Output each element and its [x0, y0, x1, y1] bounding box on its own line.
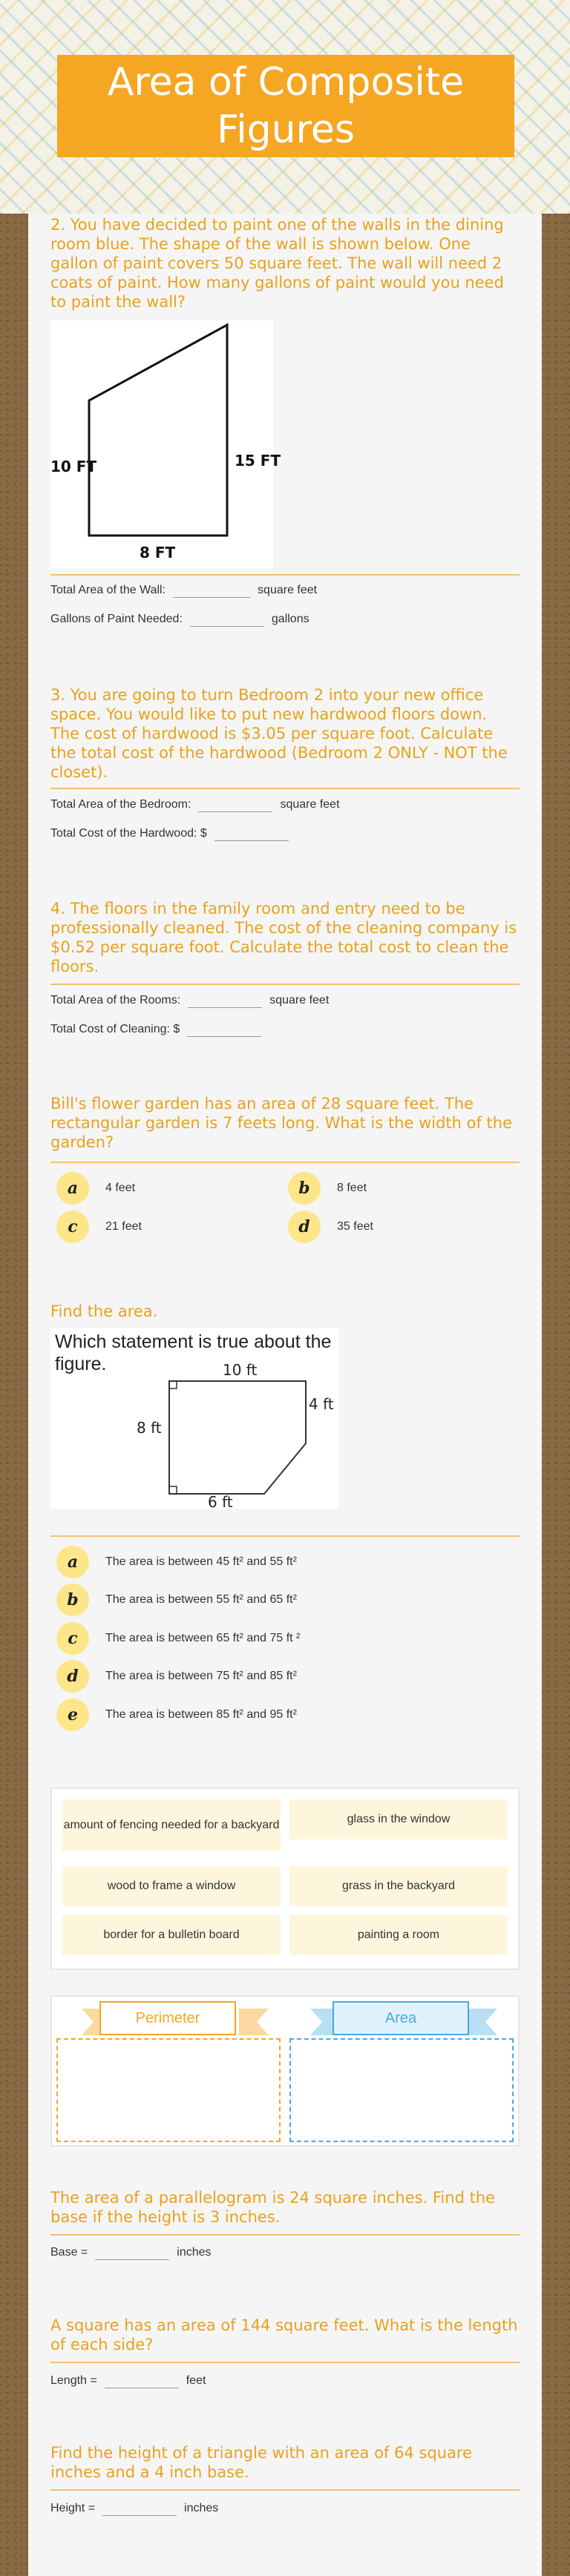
- wall-area-label: Total Area of the Wall:: [50, 584, 166, 596]
- wall-area-field: [50, 583, 317, 598]
- bedroom-area-field: [50, 797, 340, 812]
- option-text: The area is between 85 ft² and 95 ft²: [105, 1708, 297, 1721]
- hardwood-cost-input[interactable]: [214, 826, 289, 841]
- bedroom-area-input[interactable]: [198, 797, 272, 812]
- option-d[interactable]: [288, 1210, 373, 1243]
- option-badge: d: [288, 1210, 321, 1243]
- option-badge: b: [56, 1584, 89, 1616]
- wall-outline: [89, 325, 227, 536]
- divider: [50, 1162, 520, 1163]
- sort-card[interactable]: wood to frame a window: [62, 1866, 281, 1906]
- divider: [50, 984, 520, 985]
- length-unit: feet: [186, 2374, 206, 2387]
- option-badge: b: [288, 1172, 321, 1205]
- bedroom-area-label: Total Area of the Bedroom:: [50, 798, 191, 811]
- rooms-area-unit: square feet: [269, 994, 330, 1007]
- option-text: The area is between 45 ft² and 55 ft²: [105, 1555, 297, 1568]
- option-b[interactable]: [288, 1172, 367, 1205]
- question-9-text: Find the height of a triangle with an area of 64 square inches and a 4 inch base.: [50, 2444, 472, 2481]
- question-8-text: A square has an area of 144 square feet. What is the length of each side?: [50, 2316, 518, 2353]
- option-text: The area is between 65 ft² and 75 ft ²: [105, 1632, 301, 1644]
- sort-card[interactable]: grass in the backyard: [289, 1866, 508, 1906]
- option-badge: a: [56, 1546, 89, 1578]
- right-angle-mark: [169, 1486, 177, 1494]
- option-a[interactable]: [56, 1172, 135, 1205]
- length-input[interactable]: [105, 2374, 179, 2388]
- option-c[interactable]: [56, 1622, 300, 1655]
- wall-left-label: 10 FT: [50, 458, 97, 475]
- bin-area-label: Area: [332, 2001, 469, 2035]
- option-d[interactable]: [56, 1660, 297, 1693]
- base-field: [50, 2245, 212, 2260]
- divider: [50, 788, 520, 789]
- gallons-label: Gallons of Paint Needed:: [50, 613, 183, 625]
- page-title: Area of Composite Figures: [107, 60, 465, 152]
- option-c[interactable]: [56, 1210, 142, 1243]
- wall-figure: [50, 320, 281, 568]
- divider: [50, 574, 520, 576]
- wall-area-unit: square feet: [258, 584, 318, 596]
- hardwood-cost-label: Total Cost of the Hardwood: $: [50, 827, 207, 840]
- option-b[interactable]: [56, 1584, 297, 1616]
- cleaning-cost-field: [50, 1022, 269, 1037]
- pentagon-outline: [169, 1381, 306, 1494]
- pentagon-shape: [50, 1328, 338, 1509]
- cleaning-cost-label: Total Cost of Cleaning: $: [50, 1023, 180, 1035]
- bedroom-area-unit: square feet: [280, 798, 340, 811]
- wall-area-input[interactable]: [173, 583, 250, 598]
- perimeter-drop-zone[interactable]: [56, 2038, 281, 2142]
- pentagon-figure: [50, 1328, 338, 1509]
- question-3-text: 3. You are going to turn Bedroom 2 into your new office space. You would like to put new hardwood floors down. The cost of hardwood is $3.05 per square foot. Calculate the total cost of the hardwood (Bedroom 2 ONLY - NOT the closet).: [50, 686, 508, 781]
- divider: [50, 2234, 520, 2236]
- option-text: 4 feet: [105, 1182, 136, 1194]
- header-banner: [0, 0, 570, 214]
- sort-card-tray: [50, 1788, 520, 1970]
- title-box: [57, 55, 514, 157]
- option-text: The area is between 75 ft² and 85 ft²: [105, 1670, 297, 1682]
- base-input[interactable]: [95, 2245, 169, 2260]
- option-badge: a: [56, 1172, 89, 1205]
- option-text: 8 feet: [337, 1182, 367, 1194]
- height-input[interactable]: [102, 2501, 177, 2516]
- gallons-field: [50, 612, 309, 627]
- bin-perimeter-label: Perimeter: [99, 2001, 236, 2035]
- sort-bins: [50, 1995, 520, 2147]
- option-badge: c: [56, 1210, 89, 1243]
- right-angle-mark: [169, 1381, 177, 1389]
- question-7-text: The area of a parallelogram is 24 square inches. Find the base if the height is 3 inches.: [50, 2189, 496, 2226]
- wall-bottom-label: 8 FT: [140, 544, 176, 561]
- option-text: The area is between 55 ft² and 65 ft²: [105, 1593, 297, 1606]
- sort-card[interactable]: glass in the window: [289, 1799, 508, 1839]
- question-4-text: 4. The floors in the family room and entry need to be professionally cleaned. The cost of the cleaning company is $0.52 per square foot. Calculate the total cost to clean the floors.: [50, 900, 517, 975]
- hardwood-cost-field: [50, 826, 296, 841]
- rooms-area-label: Total Area of the Rooms:: [50, 994, 181, 1007]
- option-badge: c: [56, 1622, 89, 1655]
- wall-shape: [50, 320, 281, 568]
- option-text: 21 feet: [105, 1220, 142, 1233]
- length-field: [50, 2374, 206, 2388]
- pentagon-right-label: 4 ft: [309, 1395, 334, 1413]
- divider: [50, 1535, 520, 1537]
- option-a[interactable]: [56, 1546, 297, 1578]
- sort-card[interactable]: border for a bulletin board: [62, 1915, 281, 1955]
- rooms-area-input[interactable]: [188, 993, 262, 1008]
- base-unit: inches: [177, 2246, 212, 2259]
- rooms-area-field: [50, 993, 329, 1008]
- option-badge: d: [56, 1660, 89, 1693]
- question-5-text: Bill's flower garden has an area of 28 square feet. The rectangular garden is 7 feets long. What is the width of the garden?: [50, 1095, 513, 1151]
- length-label: Length =: [50, 2374, 97, 2387]
- pentagon-top-label: 10 ft: [223, 1361, 258, 1379]
- option-text: 35 feet: [337, 1220, 373, 1233]
- divider: [50, 2489, 520, 2491]
- sort-card[interactable]: amount of fencing needed for a backyard: [62, 1799, 281, 1851]
- question-6-text: Find the area.: [50, 1302, 158, 1320]
- height-field: [50, 2501, 218, 2516]
- cleaning-cost-input[interactable]: [187, 1022, 261, 1037]
- pentagon-bottom-label: 6 ft: [208, 1493, 233, 1511]
- question-2-text: 2. You have decided to paint one of the walls in the dining room blue. The shape of the wall is shown below. One gallon of paint covers 50 square feet. The wall will need 2 coats of paint. How many gallons of paint would you need to paint the wall?: [50, 216, 504, 311]
- height-label: Height =: [50, 2502, 96, 2514]
- wall-right-label: 15 FT: [235, 452, 281, 470]
- gallons-unit: gallons: [271, 613, 309, 625]
- option-e[interactable]: [56, 1699, 297, 1731]
- gallons-input[interactable]: [190, 612, 264, 627]
- option-badge: e: [56, 1699, 89, 1731]
- height-unit: inches: [184, 2502, 219, 2514]
- sort-card[interactable]: painting a room: [289, 1915, 508, 1955]
- pentagon-left-label: 8 ft: [137, 1419, 162, 1437]
- figure-prompt: Which statement is true about the figure.: [55, 1331, 332, 1374]
- base-label: Base =: [50, 2246, 88, 2259]
- area-drop-zone[interactable]: [289, 2038, 514, 2142]
- divider: [50, 2362, 520, 2363]
